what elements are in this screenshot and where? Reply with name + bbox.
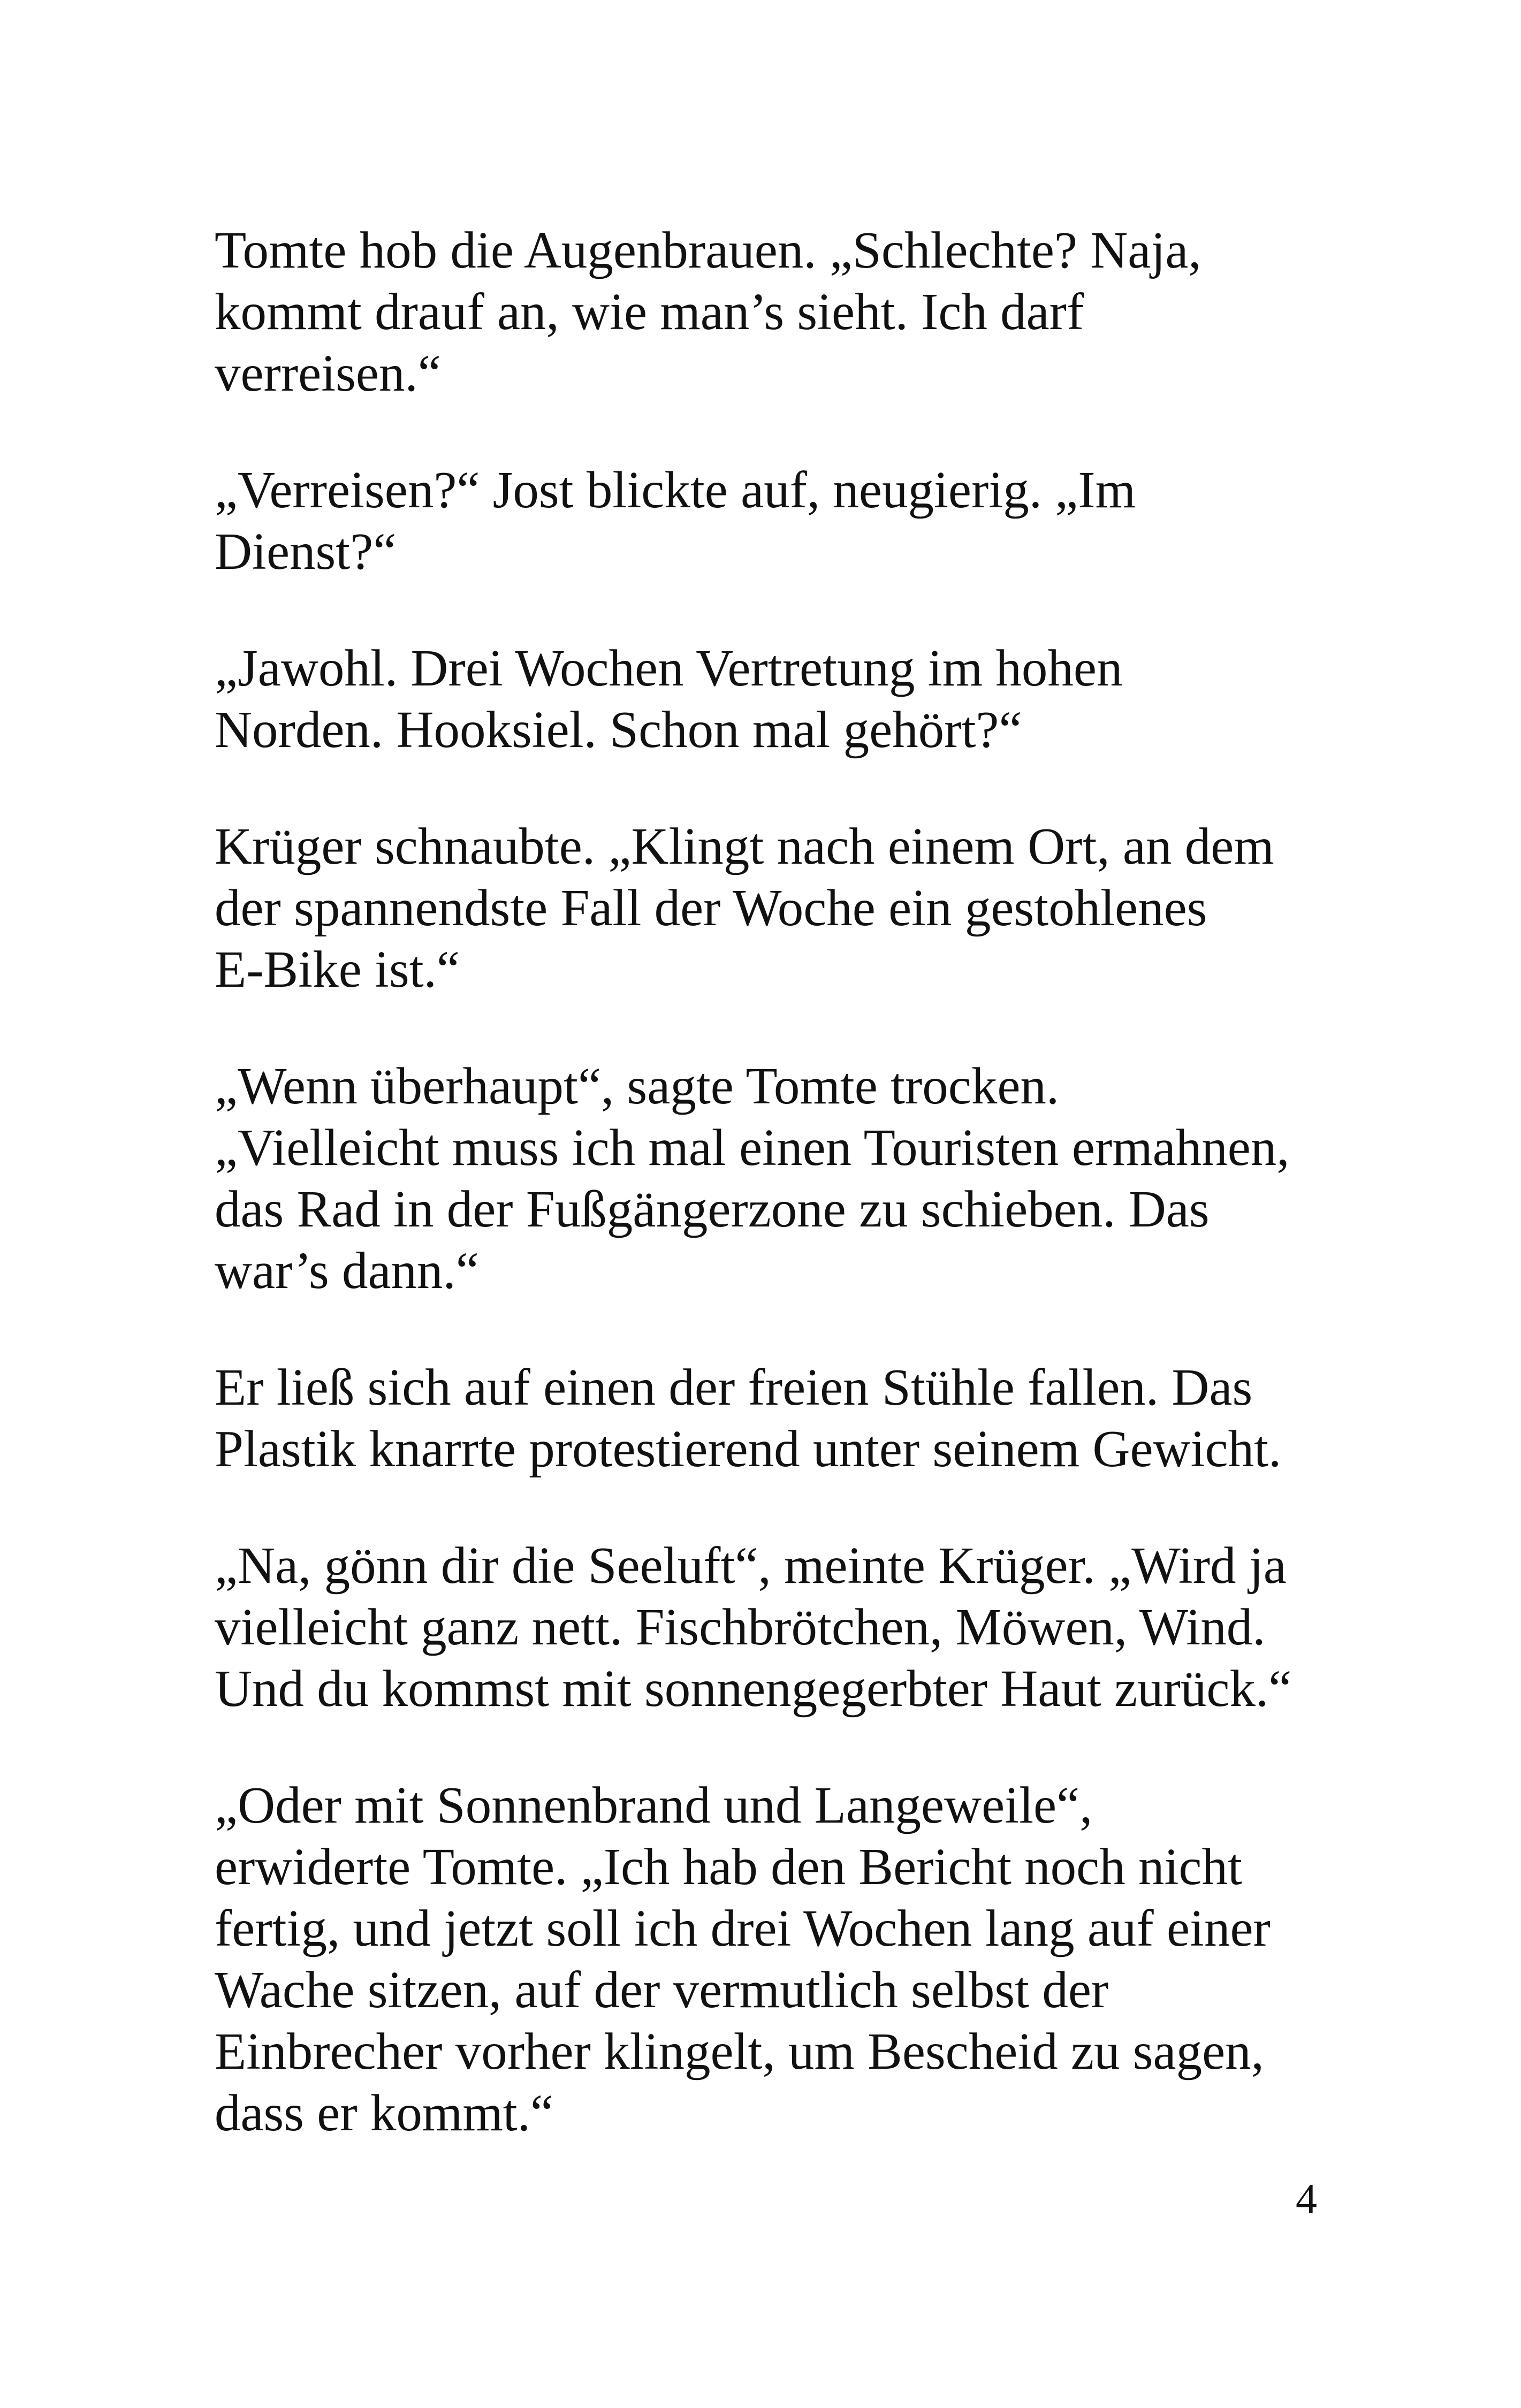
paragraph: Krüger schnaubte. „Klingt nach einem Ort, an dem der spannendste Fall der Woche ein gestohlenes E-Bike ist.“ — [215, 818, 1274, 998]
paragraph: „Jawohl. Drei Wochen Vertretung im hohen Norden. Hooksiel. Schon mal gehört?“ — [215, 639, 1123, 758]
paragraph: Er ließ sich auf einen der freien Stühle fallen. Das Plastik knarrte protestierend unter seinem Gewicht. — [215, 1359, 1282, 1477]
page-number: 4 — [1296, 2176, 1317, 2223]
paragraph: „Oder mit Sonnenbrand und Langeweile“, erwiderte Tomte. „Ich hab den Bericht noch nicht fertig, und jetzt soll ich drei Wochen lang auf einer Wache sitzen, auf der vermutlich selbst der Einbrecher vorher klingelt, um Bescheid zu sagen, dass er kommt.“ — [215, 1777, 1271, 2142]
paragraph: „Verreisen?“ Jost blickte auf, neugierig. „Im Dienst?“ — [215, 461, 1136, 580]
paragraph: Tomte hob die Augenbrauen. „Schlechte? Naja, kommt drauf an, wie man’s sieht. Ich darf verreisen.“ — [215, 222, 1201, 402]
paragraph: „Na, gönn dir die Seeluft“, meinte Krüger. „Wird ja vielleicht ganz nett. Fischbrötchen, Möwen, Wind. Und du kommst mit sonnengegerbter Haut zurück.“ — [215, 1537, 1292, 1717]
body-text — [215, 219, 1317, 2199]
paragraph: „Wenn überhaupt“, sagte Tomte trocken. „Vielleicht muss ich mal einen Touristen ermahnen, das Rad in der Fußgängerzone zu schieben. Das war’s dann.“ — [215, 1057, 1290, 1299]
